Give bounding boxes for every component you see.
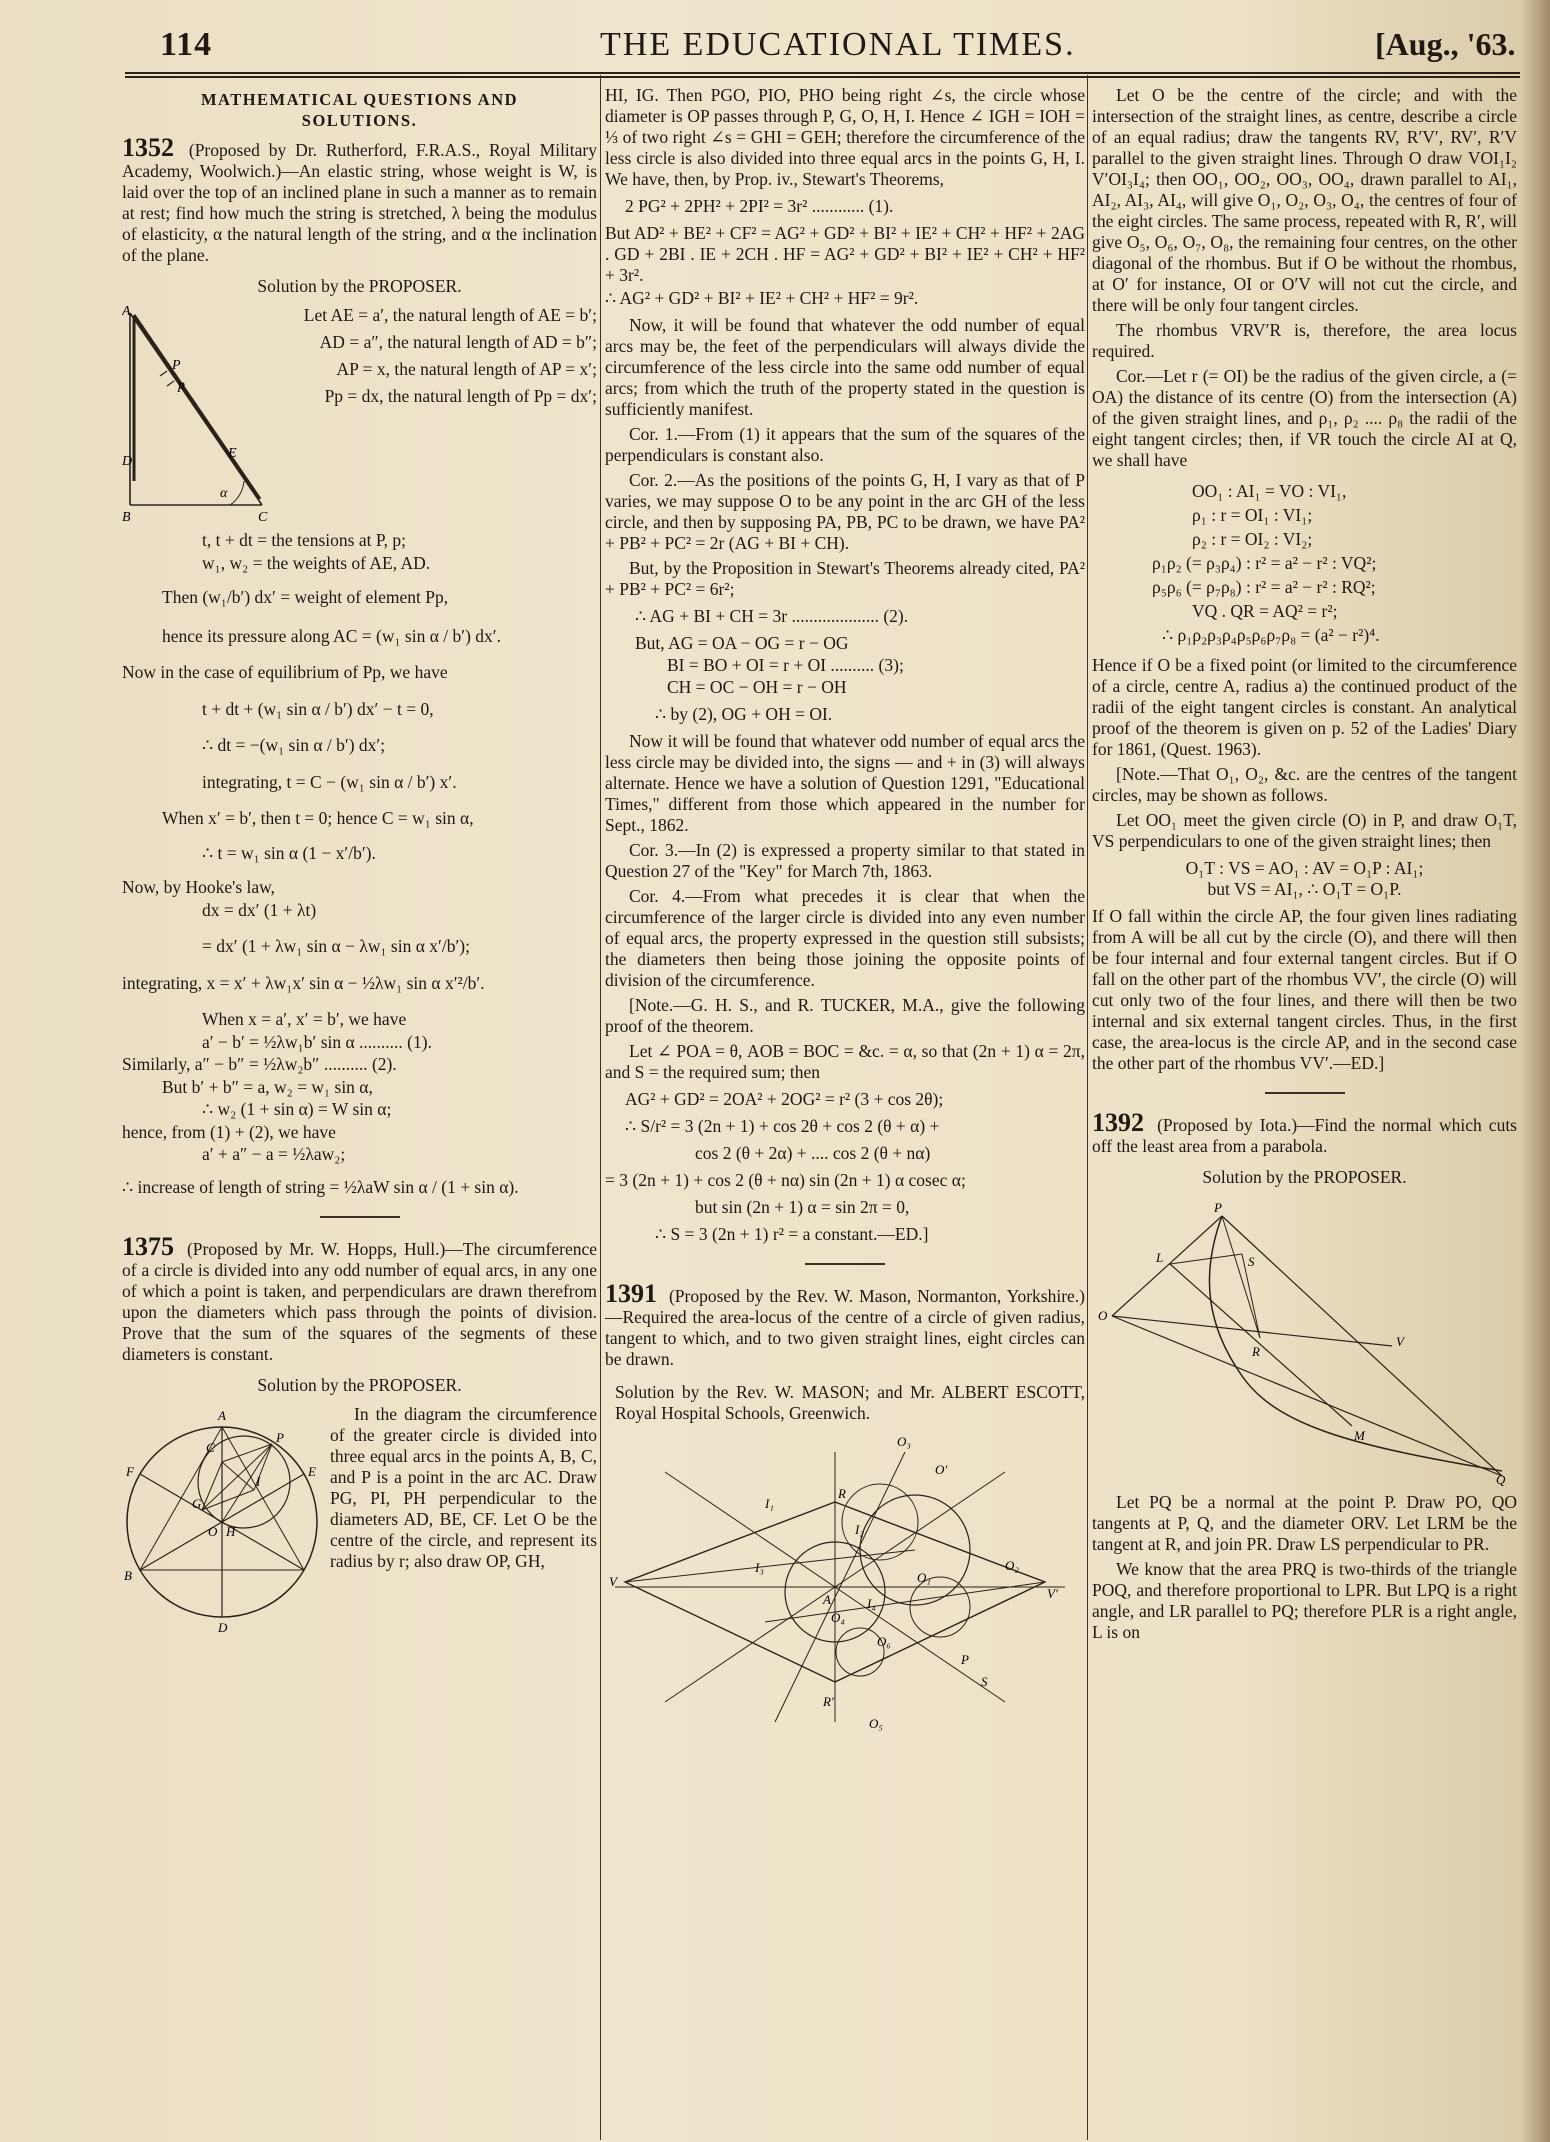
fig-label: R	[1252, 1344, 1260, 1359]
definition-line: AD = a″, the natural length of AD = b″;	[319, 332, 597, 352]
fig-label: S	[1248, 1254, 1255, 1269]
equation: O₁T : VS = AO₁ : AV = O₁P : AI₁;	[1185, 858, 1424, 878]
paragraph: But, by the Proposition in Stewart's Theorems already cited, PA² + PB² + PC² = 6r²;	[605, 558, 1085, 599]
page-number: 114	[160, 26, 213, 63]
paragraph: If O fall within the circle AP, the four given lines radiating from A will be all cut by the circle (O), and there will then be four internal and four external tangent circles. But if O fall on the other part of the rhombus VV′, the circle (O) will cut only two of the four lines, and there will then be two internal and six external tangent circles. Thus, in the first case, the area-locus is the circle AP, and in the second case the other part of the rhombus VV′.—ED.]	[1092, 906, 1517, 1073]
solution-line: Now in the case of equilibrium of Pp, we have	[122, 662, 448, 682]
question-number: 1391	[605, 1279, 657, 1308]
paragraph: Cor.—Let r (= OI) be the radius of the given circle, a (= OA) the distance of its centre (O) from the intersection (A) of the given straight lines, and ρ₁, ρ₂ .... ρ₈ the radii of the eight tangent circles; then, if VR touch the circle AI at Q, we shall have	[1092, 366, 1517, 470]
fig-label: R	[838, 1486, 846, 1501]
fig-label: P	[172, 358, 181, 373]
equation: BI = BO + OI = r + OI .......... (3);	[667, 655, 904, 675]
note-paragraph: [Note.—G. H. S., and R. TUCKER, M.A., give the following proof of the theorem.	[605, 995, 1085, 1036]
solution-title: Solution by the Rev. W. MASON; and Mr. ALBERT ESCOTT, Royal Hospital Schools, Greenwich.	[615, 1382, 1085, 1423]
solution-line: hence its pressure along AC = (w₁ sin α / b′) dx′.	[162, 625, 501, 646]
solution-line: a′ − b′ = ½λw₁b′ sin α .......... (1).	[202, 1031, 432, 1052]
rhombus-locus-figure	[605, 1432, 1075, 1732]
equation: ∴ AG² + GD² + BI² + IE² + CH² + HF² = 9r².	[605, 288, 919, 308]
definition-line: Let AE = a′, the natural length of AE = b′;	[303, 305, 597, 325]
question-text: (Proposed by the Rev. W. Mason, Normanton, Yorkshire.)—Required the area-locus of the centre of a circle of given radius, tangent to which, and to two given straight lines, eight circles can be drawn.	[605, 1286, 1085, 1369]
question-1392	[1092, 1108, 1517, 1157]
fig-label: B	[124, 1568, 132, 1583]
equation: ∴ by (2), OG + OH = OI.	[655, 704, 833, 724]
solution-line: t + dt + (w₁ sin α / b′) dx′ − t = 0,	[202, 698, 434, 719]
equation: 2 PG² + 2PH² + 2PI² = 3r² ............ (1).	[625, 196, 894, 216]
paragraph: Let O be the centre of the circle; and with the intersection of the straight lines, as centre, describe a circle of an equal radius; draw the tangents RV, R′V′, RV′, R′V parallel to the given straight lines. Through O draw VOI₁I₂ V′OI₃I₄; then OO₁, OO₂, OO₃, OO₄, drawn parallel to AI₁, AI₂, AI₃, AI₄, will give O₁, O₂, O₃, O₄, the centres of four of the eight circles. The same process, repeated with R, R′, will give O₅, O₆, O₇, O₈, the remaining four centres, on the other diagonal of the rhombus. But if O be without the rhombus, at O′ for instance, OI or O′V will not cut the circle, and there will be only four tangent circles.	[1092, 85, 1517, 315]
fig-label: E	[228, 446, 237, 461]
fig-label: O₁	[917, 1570, 931, 1585]
fig-label: α	[220, 486, 228, 501]
equation: but sin (2n + 1) α = sin 2π = 0,	[695, 1197, 910, 1217]
paragraph: The rhombus VRV′R is, therefore, the area locus required.	[1092, 320, 1517, 361]
solution-line: When x′ = b′, then t = 0; hence C = w₁ sin α,	[162, 808, 474, 828]
fig-label: O₄	[831, 1610, 845, 1625]
fig-label: V	[609, 1574, 617, 1589]
solution-line: ∴ w₂ (1 + sin α) = W sin α;	[202, 1099, 392, 1119]
fig-label: P	[1214, 1200, 1222, 1215]
fig-label: I	[256, 1474, 261, 1489]
paragraph: Now, it will be found that whatever the odd number of equal arcs may be, the feet of the perpendiculars will always divide the circumference of the less circle into the same odd number of equal arcs; from which the truth of the property stated in the question is sufficiently manifest.	[605, 315, 1085, 419]
fig-label: G	[192, 1496, 202, 1511]
column-1	[122, 85, 597, 1638]
separator-rule	[320, 1216, 400, 1218]
paragraph: We know that the area PRQ is two-thirds of the triangle POQ, and therefore proportional to LPR. But LPQ is a right angle, and LR parallel to PQ; therefore PLR is a right angle, L is on	[1092, 1559, 1517, 1642]
fig-label: C	[258, 510, 268, 525]
solution-line: dx = dx′ (1 + λt)	[202, 899, 317, 920]
fig-label: H	[226, 1524, 236, 1539]
fig-label: S	[981, 1674, 988, 1689]
fig-label: P	[961, 1652, 969, 1667]
equation: = 3 (2n + 1) + cos 2 (θ + nα) sin (2n + 1) α cosec α;	[605, 1170, 966, 1190]
column-3	[1092, 85, 1517, 1647]
equation: but VS = AI₁, ∴ O₁T = O₁P.	[1207, 879, 1402, 899]
fig-label: V	[1396, 1334, 1404, 1349]
solution-line: When x = a′, x′ = b′, we have	[202, 1009, 407, 1029]
issue-date: [Aug., '63.	[1375, 26, 1516, 62]
solution-line: hence, from (1) + (2), we have	[122, 1121, 336, 1142]
question-text: (Proposed by Iota.)—Find the normal which cuts off the least area from a parabola.	[1092, 1115, 1517, 1156]
fig-label: L	[1156, 1250, 1164, 1265]
solution-line: But b′ + b″ = a, w₂ = w₁ sin α,	[162, 1076, 373, 1097]
question-1375	[122, 1232, 598, 1365]
fig-label: p	[178, 378, 185, 393]
equation: cos 2 (θ + 2α) + .... cos 2 (θ + nα)	[695, 1143, 931, 1163]
equation: AG² + GD² = 2OA² + 2OG² = r² (3 + cos 2θ);	[625, 1089, 944, 1109]
fig-label: O₆	[877, 1634, 891, 1649]
equation: But, AG = OA − OG = r − OG	[635, 633, 849, 653]
equation: ρ₂ : r = OI₂ : VI₂;	[1192, 529, 1313, 549]
solution-line: Similarly, a″ − b″ = ½λw₂b″ .......... (2).	[122, 1054, 397, 1074]
q1352-solution-body	[122, 529, 597, 1198]
fig-label: D	[218, 1620, 228, 1634]
separator-rule	[1265, 1092, 1345, 1094]
question-number: 1375	[122, 1232, 174, 1261]
solution-line: a′ + a″ − a = ½λaw₂;	[202, 1144, 346, 1164]
paragraph: Cor. 4.—From what precedes it is clear that when the circumference of the larger circle is divided into any even number of equal arcs, the property expressed in the question still subsists; the diameters then being those joining the opposite points of division of the circumference.	[605, 886, 1085, 990]
fig-label: I₂	[855, 1522, 864, 1537]
inclined-plane-figure	[122, 305, 272, 525]
fig-label: O′	[935, 1462, 948, 1477]
column-rule-2	[1087, 75, 1088, 2140]
paragraph: Let ∠ POA = θ, AOB = BOC = &c. = α, so that (2n + 1) α = 2π, and S = the required sum; then	[605, 1041, 1085, 1082]
solution-line: ∴ t = w₁ sin α (1 − x′/b′).	[202, 842, 376, 863]
solution-line: ∴ dt = −(w₁ sin α / b′) dx′;	[202, 735, 386, 755]
note-paragraph: [Note.—That O₁, O₂, &c. are the centres of the tangent circles, may be shown as follows.	[1092, 764, 1517, 805]
fig-label: B	[122, 510, 131, 525]
fig-label: A	[823, 1592, 831, 1607]
question-text: (Proposed by Mr. W. Hopps, Hull.)—The circumference of a circle is divided into any odd number of equal arcs, in any one of which a point is taken, and perpendiculars are drawn therefrom upon the diameters which pass through the points of division. Prove that the sum of the squares of the segments of these diameters is constant.	[122, 1239, 598, 1364]
solution-line: t, t + dt = the tensions at P, p;	[202, 530, 406, 550]
parabola-normal-figure	[1092, 1196, 1512, 1486]
fig-label: P	[276, 1430, 284, 1445]
paragraph: Now it will be found that whatever odd number of equal arcs the less circle may be divided into, the signs — and + in (3) will always alternate. Hence we have a solution of Question 1291, "Educational Times," different from those which appeared in the number for Sept., 1862.	[605, 731, 1085, 835]
equation: ρ₁ : r = OI₁ : VI₁;	[1192, 505, 1313, 525]
question-text: (Proposed by Dr. Rutherford, F.R.A.S., Royal Military Academy, Woolwich.)—An elastic string, whose weight is W, is laid over the top of an inclined plane in such a manner as to remain at rest; find how much the string is stretched, λ being the modulus of elasticity, α the natural length of the string, and α the inclination of the plane.	[122, 140, 598, 265]
solution-line: Then (w₁/b′) dx′ = weight of element Pp,	[162, 587, 449, 607]
column-rule-1	[600, 75, 601, 2140]
solution-line: integrating, t = C − (w₁ sin α / b′) x′.	[202, 771, 457, 792]
fig-label: M	[1354, 1428, 1365, 1443]
fig-label: I₃	[755, 1560, 764, 1575]
column-2	[605, 85, 1085, 1738]
fig-label: I₁	[765, 1496, 774, 1511]
question-number: 1392	[1092, 1108, 1144, 1137]
fig-label: Q	[1496, 1472, 1506, 1486]
paragraph: Cor. 3.—In (2) is expressed a property similar to that stated in Question 27 of the "Key" for March 7th, 1863.	[605, 840, 1085, 881]
solution-line: w₁, w₂ = the weights of AE, AD.	[202, 552, 431, 573]
solution-line: ∴ increase of length of string = ½λaW sin α / (1 + sin α).	[122, 1176, 519, 1197]
circle-diagram-figure	[122, 1404, 322, 1634]
fig-label: F	[126, 1464, 134, 1479]
equation: OO₁ : AI₁ = VO : VI₁,	[1192, 481, 1347, 501]
continued-paragraph: HI, IG. Then PGO, PIO, PHO being right ∠s, the circle whose diameter is OP passes through P, G, O, H, I. Hence ∠ IGH = IOH = ⅓ of two right ∠s = GHI = GEH; therefore the circumference of the less circle is also divided into three equal arcs in the points G, H, I. We have, then, by Prop. iv., Stewart's Theorems,	[605, 85, 1085, 189]
fig-label: D	[122, 454, 133, 469]
paragraph: Cor. 2.—As the positions of the points G, H, I vary as that of P varies, we may suppose O to be any point in the arc GH of the less circle, and then by supposing PA, PB, PC to be drawn, we have PA² + PB² + PC² = 2r (AG + BI + CH).	[605, 470, 1085, 553]
fig-label: A	[122, 305, 131, 319]
product-equations	[1092, 479, 1517, 647]
q1375-solution	[122, 1404, 597, 1634]
equation: CH = OC − OH = r − OH	[667, 677, 847, 697]
header-rule-bottom	[125, 76, 1520, 78]
equation: But AD² + BE² + CF² = AG² + GD² + BI² + IE² + CH² + HF² + 2AG . GD + 2BI . IE + 2CH . HF = AG² + GD² + BI² + IE² + CH² + HF² + 3r².	[605, 223, 1085, 285]
fig-label: E	[308, 1464, 316, 1479]
solution-title: Solution by the PROPOSER.	[257, 1375, 462, 1395]
section-title: MATHEMATICAL QUESTIONS AND SOLUTIONS.	[200, 90, 519, 130]
fig-label: O	[208, 1524, 218, 1539]
definition-line: Pp = dx, the natural length of Pp = dx′;	[324, 386, 597, 406]
equation: ∴ AG + BI + CH = 3r .................... (2).	[635, 606, 909, 626]
definition-line: AP = x, the natural length of AP = x′;	[336, 359, 597, 379]
fig-label: C	[206, 1440, 215, 1455]
question-1352	[122, 133, 598, 266]
equation: VQ . QR = AQ² = r²;	[1192, 601, 1338, 621]
separator-rule	[805, 1263, 885, 1265]
solution-title: Solution by the PROPOSER.	[257, 276, 462, 296]
fig-label: A	[218, 1408, 226, 1423]
fig-label: O₅	[869, 1716, 883, 1731]
page-header	[120, 22, 1520, 70]
solution-line: Now, by Hooke's law,	[122, 877, 276, 897]
equation: ρ₁ρ₂ (= ρ₃ρ₄) : r² = a² − r² : VQ²;	[1152, 553, 1377, 573]
equation: ∴ S/r² = 3 (2n + 1) + cos 2θ + cos 2 (θ + α) +	[625, 1116, 940, 1136]
masthead: THE EDUCATIONAL TIMES.	[600, 26, 1076, 63]
solution-line: integrating, x = x′ + λw₁x′ sin α − ½λw₁ sin α x′²/b′.	[122, 972, 485, 993]
q1352-figure-block	[122, 305, 597, 529]
header-rule-top	[125, 72, 1520, 74]
fig-label: I₄	[867, 1596, 876, 1611]
question-number: 1352	[122, 133, 174, 162]
equation: ∴ ρ₁ρ₂ρ₃ρ₄ρ₅ρ₆ρ₇ρ₈ = (a² − r²)⁴.	[1162, 625, 1380, 645]
fig-label: O₂	[1005, 1558, 1019, 1573]
fig-label: O	[1098, 1308, 1108, 1323]
fig-label: O₃	[897, 1434, 911, 1449]
paragraph: Let PQ be a normal at the point P. Draw PO, QO tangents at P, Q, and the diameter ORV. Let LRM be the tangent at R, and join PR. Draw LS perpendicular to PR.	[1092, 1492, 1517, 1554]
equation: ρ₅ρ₆ (= ρ₇ρ₈) : r² = a² − r² : RQ²;	[1152, 577, 1376, 597]
solution-title: Solution by the PROPOSER.	[1202, 1167, 1407, 1187]
paragraph: Let OO₁ meet the given circle (O) in P, and draw O₁T, VS perpendiculars to one of the given straight lines; then	[1092, 810, 1517, 851]
page-binding-shadow	[1520, 0, 1550, 2142]
paragraph: Hence if O be a fixed point (or limited to the circumference of a circle, centre A, radius a) the continued product of the radii of the eight tangent circles is constant. An analytical proof of the theorem is given on p. 52 of the Ladies' Diary for 1861, (Quest. 1963).	[1092, 655, 1517, 759]
solution-line: = dx′ (1 + λw₁ sin α − λw₁ sin α x′/b′);	[202, 936, 470, 956]
fig-label: R′	[823, 1694, 834, 1709]
solution-body: In the diagram the circumference of the greater circle is divided into three equal arcs in the points A, B, C, and P is a point in the arc AC. Draw PG, PI, PH perpendicular to the diameters AD, BE, CF. Let O be the centre of the circle, and represent its radius by r; also draw OP, GH,	[330, 1404, 597, 1571]
question-1391	[605, 1279, 1085, 1370]
fig-label: V′	[1047, 1586, 1058, 1601]
paragraph: Cor. 1.—From (1) it appears that the sum of the squares of the perpendiculars is constant also.	[605, 424, 1085, 465]
equation: ∴ S = 3 (2n + 1) r² = a constant.—ED.]	[655, 1224, 929, 1244]
